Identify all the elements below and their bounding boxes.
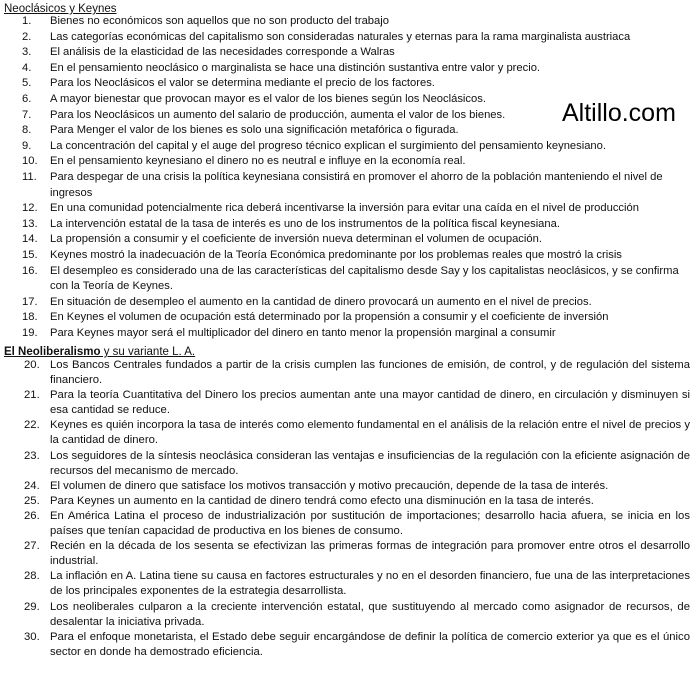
question-item	[0, 217, 690, 233]
question-item	[0, 232, 690, 248]
question-text: Para Menger el valor de los bienes es solo una significación metafórica o figurada.	[50, 124, 459, 137]
question-text: Keynes mostró la inadecuación de la Teoría Económica predominante por los problemas reales que mostró la crisis	[50, 248, 622, 261]
question-text: Para Keynes mayor será el multiplicador del dinero en tanto menor la propensión marginal a consumir	[50, 326, 556, 339]
question-item	[0, 569, 690, 599]
question-number: 16.	[22, 264, 38, 277]
question-number: 13.	[22, 217, 38, 230]
question-number: 24.	[24, 479, 40, 492]
question-text: Los seguidores de la síntesis neoclásica consideran las ventajas e insuficiencias de la regulación con la eficiente asignación de recursos del mecanismo de mercado.	[50, 449, 690, 477]
question-text: El desempleo es considerado una de las características del capitalismo desde Say y los capitalistas neoclásicos, y se confirma con la Teoría de Keynes.	[50, 264, 679, 293]
question-item	[0, 264, 690, 295]
question-number: 9.	[22, 139, 32, 152]
question-item	[0, 326, 690, 342]
question-number: 1.	[22, 15, 32, 27]
question-number: 18.	[22, 311, 38, 324]
question-item	[0, 76, 690, 92]
question-number: 5.	[22, 77, 32, 90]
question-number: 29.	[24, 600, 40, 613]
question-item	[0, 358, 690, 388]
question-item	[0, 154, 690, 170]
question-text: En América Latina el proceso de industrialización por sustitución de importaciones; desarrollo hacia afuera, se inicia en los países que tenían capacidad de productiva en los bienes de consumo.	[50, 509, 690, 538]
question-number: 8.	[22, 124, 32, 137]
question-item	[0, 170, 690, 201]
question-number: 6.	[22, 92, 32, 105]
question-item	[0, 509, 690, 539]
question-item	[0, 248, 690, 264]
question-number: 19.	[22, 326, 38, 339]
question-item	[0, 30, 690, 46]
question-text: Keynes es quién incorpora la tasa de interés como elemento fundamental en el análisis de la relación entre el nivel de precios y la cantidad de dinero.	[50, 419, 690, 447]
question-text: El análisis de la elasticidad de las necesidades corresponde a Walras	[50, 46, 395, 59]
question-number: 30.	[24, 630, 40, 643]
altillo-watermark: Altillo.com	[562, 99, 676, 127]
question-item	[0, 630, 690, 660]
question-item	[0, 61, 690, 77]
question-number: 25.	[24, 494, 40, 507]
question-item	[0, 494, 690, 509]
question-number: 20.	[24, 359, 40, 371]
question-number: 23.	[24, 449, 40, 462]
question-number: 2.	[22, 30, 32, 43]
question-item	[0, 295, 690, 311]
question-number: 7.	[22, 108, 32, 121]
question-text: Recién en la década de los sesenta se efectivizan las primeras formas de integración para promover entre otros el desarrollo industrial.	[50, 540, 690, 568]
question-text: En el pensamiento neoclásico o marginalista se hace una distinción sustantiva entre valor y precio.	[50, 61, 541, 74]
question-number: 21.	[24, 389, 40, 402]
question-item	[0, 539, 690, 569]
question-item	[0, 201, 690, 217]
question-number: 12.	[22, 202, 38, 215]
question-text: La concentración del capital y el auge del progreso técnico explican el surgimiento del pensamiento keynesiano.	[50, 139, 606, 152]
question-number: 10.	[22, 155, 38, 168]
question-text: Para los Neoclásicos el valor se determina mediante el precio de los factores.	[50, 77, 435, 90]
question-text: La propensión a consumir y el coeficiente de inversión nueva determinan el volumen de ocupación.	[50, 233, 542, 246]
question-text: El volumen de dinero que satisface los motivos transacción y motivo precaución, depende de la tasa de interés.	[50, 479, 609, 492]
question-text: En el pensamiento keynesiano el dinero no es neutral e influye en la economía real.	[50, 155, 466, 168]
question-item	[0, 45, 690, 61]
question-number: 22.	[24, 419, 40, 432]
question-item	[0, 139, 690, 155]
question-text: La intervención estatal de la tasa de interés es uno de los instrumentos de la política fiscal keynesiana.	[50, 217, 560, 230]
question-number: 26.	[24, 509, 40, 522]
question-number: 3.	[22, 46, 32, 59]
question-text: Para el enfoque monetarista, el Estado debe seguir encargándose de definir la política de comercio exterior ya que es el único sector en donde ha demostrado eficiencia.	[50, 630, 690, 658]
question-text: Para los Neoclásicos un aumento del salario de producción, aumenta el valor de los bienes.	[50, 108, 506, 121]
question-number: 17.	[22, 295, 38, 308]
question-text: Para despegar de una crisis la política keynesiana consistirá en promover el ahorro de la población manteniendo el nivel de ingresos	[50, 170, 663, 199]
question-text: Para la teoría Cuantitativa del Dinero los precios aumentan ante una mayor cantidad de dinero, en circulación y disminuyen si esa cantidad se reduce.	[50, 389, 690, 417]
section-title-neoclasicos: Neoclásicos y Keynes	[4, 3, 117, 15]
section-title-bold: El Neoliberalismo	[4, 346, 101, 358]
question-text: En situación de desempleo el aumento en la cantidad de dinero provocará un aumento en el nivel de precios.	[50, 295, 592, 308]
question-text: A mayor bienestar que provocan mayor es el valor de los bienes según los Neoclásicos.	[50, 92, 486, 105]
question-number: 4.	[22, 61, 32, 74]
question-item	[0, 449, 690, 479]
question-item	[0, 600, 690, 630]
question-text: Las categorías económicas del capitalismo son consideradas naturales y eternas para la rama marginalista austriaca	[50, 30, 631, 43]
question-text: Para Keynes un aumento en la cantidad de dinero tendrá como efecto una disminución en la tasa de interés.	[50, 494, 594, 507]
question-text: Bienes no económicos son aquellos que no son producto del trabajo	[50, 15, 389, 27]
question-text: La inflación en A. Latina tiene su causa en factores estructurales y no en el desorden financiero, fue una de las interpretaciones de los principales exponentes de la estrategia desarrollista.	[50, 570, 690, 598]
question-text: En una comunidad potencialmente rica deberá incentivarse la inversión para evitar una caída en el nivel de producción	[50, 202, 639, 215]
question-list-section2	[0, 358, 690, 660]
question-text: Los neoliberales culparon a la creciente intervención estatal, que sustituyendo al mercado como asignador de recursos, de desalentar la iniciativa privada.	[50, 600, 690, 628]
question-number: 11.	[22, 170, 37, 183]
section-title-neoliberalismo	[4, 345, 195, 359]
question-item	[0, 418, 690, 448]
section-title-rest: y su variante L. A.	[100, 346, 196, 358]
question-list-section1	[0, 14, 690, 341]
question-number: 14.	[22, 233, 38, 246]
question-number: 28.	[24, 570, 40, 583]
question-item	[0, 388, 690, 418]
question-number: 15.	[22, 248, 38, 261]
question-item	[0, 479, 690, 494]
question-item	[0, 14, 690, 30]
question-item	[0, 310, 690, 326]
question-text: En Keynes el volumen de ocupación está determinado por la propensión a consumir y el coeficiente de inversión	[50, 311, 609, 324]
question-number: 27.	[24, 540, 40, 553]
question-text: Los Bancos Centrales fundados a partir de la crisis cumplen las funciones de emisión, de control, y de regulación del sistema financiero.	[50, 359, 690, 387]
